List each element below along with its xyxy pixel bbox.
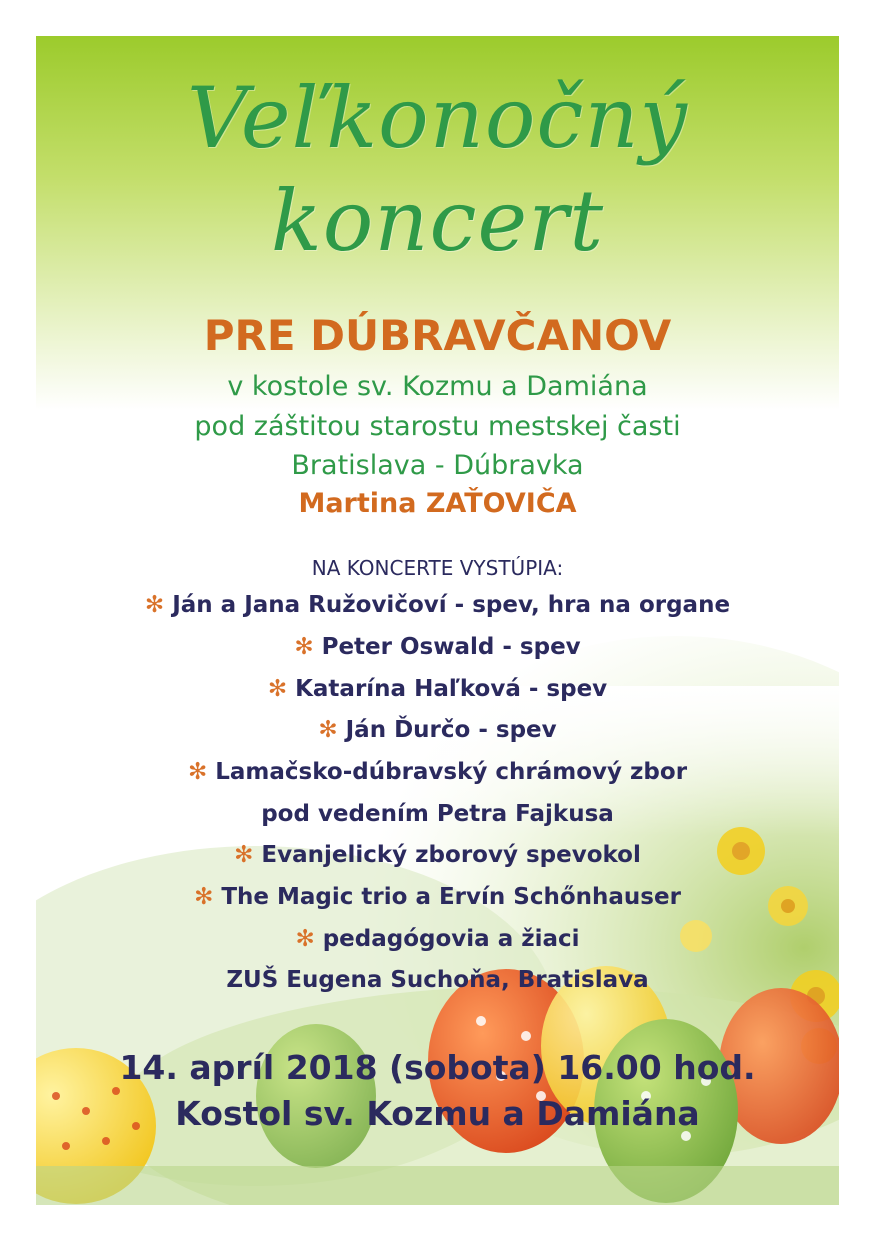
performer-item: ✻ pedagógovia a žiaci — [295, 926, 580, 952]
performer-item: ✻ The Magic trio a Ervín Schőnhauser — [194, 884, 681, 910]
poster — [36, 36, 839, 1205]
performer-item: ✻ Ján Ďurčo - spev — [318, 717, 557, 743]
subtitle: PRE DÚBRAVČANOV — [203, 311, 672, 360]
star-bullet-icon: ✻ — [294, 634, 314, 660]
patron-name: Martina ZAŤOVIČA — [298, 488, 577, 519]
patronage-line-1: pod záštitou starostu mestskej časti — [194, 411, 681, 442]
performer-item: ✻ Evanjelický zborový spevokol — [234, 842, 641, 868]
performers-heading: NA KONCERTE VYSTÚPIA: — [311, 556, 564, 580]
venue-line: v kostole sv. Kozmu a Damiána — [227, 371, 648, 402]
star-bullet-icon: ✻ — [194, 884, 214, 910]
title-line-1: Veľkonočný — [186, 69, 689, 167]
patronage-line-2: Bratislava - Dúbravka — [291, 450, 584, 481]
title-line-2: koncert — [270, 172, 605, 270]
star-bullet-icon: ✻ — [318, 717, 338, 743]
event-place: Kostol sv. Kozmu a Damiána — [175, 1094, 700, 1133]
performer-item: ✻ Lamačsko-dúbravský chrámový zbor — [187, 759, 688, 785]
star-bullet-icon: ✻ — [234, 842, 254, 868]
star-bullet-icon: ✻ — [295, 926, 315, 952]
star-bullet-icon: ✻ — [267, 676, 288, 702]
performer-item: ✻ Peter Oswald - spev — [294, 634, 581, 660]
star-bullet-icon: ✻ — [144, 592, 165, 618]
performer-item: ✻ Ján a Jana Ružovičoví - spev, hra na organe — [144, 592, 731, 618]
performer-item-continuation: ZUŠ Eugena Suchoňa, Bratislava — [226, 967, 649, 993]
performer-item: ✻ Katarína Haľková - spev — [267, 676, 608, 702]
event-datetime: 14. apríl 2018 (sobota) 16.00 hod. — [119, 1048, 756, 1087]
star-bullet-icon: ✻ — [187, 759, 208, 785]
performer-item-continuation: pod vedením Petra Fajkusa — [261, 801, 614, 827]
